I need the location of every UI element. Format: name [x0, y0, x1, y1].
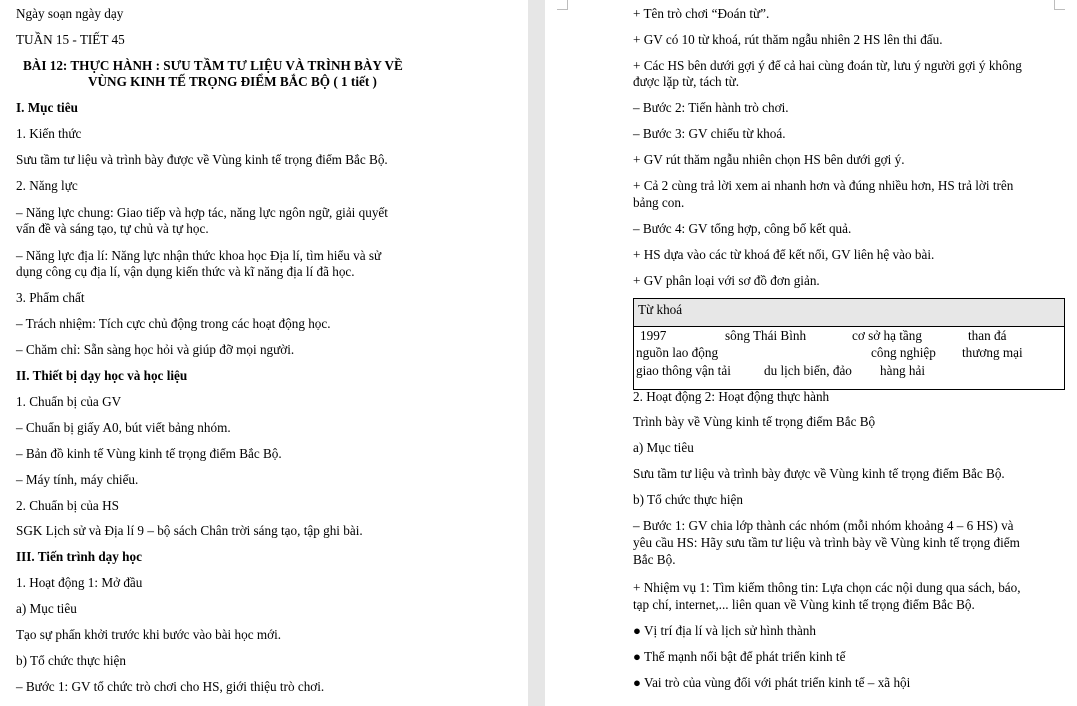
- body-text: được lặp từ, tách từ.: [633, 74, 740, 89]
- body-text: Tạo sự phấn khởi trước khi bước vào bài học mới.: [16, 627, 282, 642]
- body-text: – Năng lực địa lí: Năng lực nhận thức khoa học Địa lí, tìm hiểu và sử: [16, 248, 382, 263]
- week-lesson-line: TUẦN 15 - TIẾT 45: [16, 32, 125, 47]
- body-text: SGK Lịch sử và Địa lí 9 – bộ sách Chân trời sáng tạo, tập ghi bài.: [16, 523, 363, 538]
- keyword: thương mại: [962, 345, 1023, 360]
- subsection-heading: 1. Hoạt động 1: Mở đầu: [16, 575, 143, 590]
- subsection-heading: 1. Chuẩn bị của GV: [16, 394, 122, 409]
- keyword: giao thông vận tải: [636, 363, 731, 378]
- body-text: dụng công cụ địa lí, vận dụng kiến thức và kĩ năng địa lí đã học.: [16, 264, 355, 279]
- keyword: nguồn lao động: [636, 345, 719, 360]
- body-text: Sưu tầm tư liệu và trình bày được về Vùng kinh tế trọng điểm Bắc Bộ.: [16, 152, 388, 167]
- body-text: + GV rút thăm ngẫu nhiên chọn HS bên dưới gợi ý.: [633, 152, 905, 167]
- body-text: a) Mục tiêu: [16, 601, 77, 616]
- body-text: tạp chí, internet,... liên quan về Vùng kinh tế trọng điểm Bắc Bộ.: [633, 597, 975, 612]
- bullet-item: ● Vị trí địa lí và lịch sử hình thành: [633, 623, 816, 638]
- body-text: + GV có 10 từ khoá, rút thăm ngẫu nhiên 2 HS lên thi đấu.: [633, 32, 943, 47]
- keyword: 1997: [640, 328, 667, 343]
- bullet-item: ● Thế mạnh nổi bật để phát triển kinh tế: [633, 649, 846, 664]
- crop-mark: [1054, 0, 1065, 10]
- subsection-heading: 1. Kiến thức: [16, 126, 82, 141]
- body-text: – Bản đồ kinh tế Vùng kinh tế trọng điểm Bắc Bộ.: [16, 446, 282, 461]
- body-text: – Bước 2: Tiến hành trò chơi.: [633, 100, 789, 115]
- body-text: + Các HS bên dưới gợi ý để cả hai cùng đoán từ, lưu ý người gợi ý không: [633, 58, 1022, 73]
- document-page-right: [545, 0, 1077, 706]
- body-text: – Bước 1: GV tổ chức trò chơi cho HS, giới thiệu trò chơi.: [16, 679, 325, 694]
- body-text: Bắc Bộ.: [633, 552, 676, 567]
- keyword: du lịch biển, đảo: [764, 363, 852, 378]
- keyword-table-header: [634, 299, 1064, 327]
- body-text: – Chăm chỉ: Sẵn sàng học hỏi và giúp đỡ mọi người.: [16, 342, 295, 357]
- lesson-title-line-1: BÀI 12: THỰC HÀNH : SƯU TẦM TƯ LIỆU VÀ TRÌNH BÀY VỀ: [23, 58, 403, 73]
- body-text: Sưu tầm tư liệu và trình bày được về Vùng kinh tế trọng điểm Bắc Bộ.: [633, 466, 1005, 481]
- keyword: cơ sở hạ tầng: [852, 328, 922, 343]
- body-text: – Bước 1: GV chia lớp thành các nhóm (mỗi nhóm khoảng 4 – 6 HS) và: [633, 518, 1014, 533]
- body-text: – Bước 4: GV tổng hợp, công bố kết quả.: [633, 221, 852, 236]
- body-text: yêu cầu HS: Hãy sưu tầm tư liệu và trình bày về Vùng kinh tế trọng điểm: [633, 535, 1020, 550]
- subsection-heading: 2. Chuẩn bị của HS: [16, 498, 119, 513]
- body-text: + GV phân loại với sơ đồ đơn giản.: [633, 273, 820, 288]
- body-text: – Chuẩn bị giấy A0, bút viết bảng nhóm.: [16, 420, 231, 435]
- section-heading: II. Thiết bị dạy học và học liệu: [16, 368, 188, 383]
- body-text: – Năng lực chung: Giao tiếp và hợp tác, năng lực ngôn ngữ, giải quyết: [16, 205, 388, 220]
- body-text: vấn đề và sáng tạo, tự chủ và tự học.: [16, 221, 209, 236]
- body-text: b) Tổ chức thực hiện: [16, 653, 126, 668]
- keyword: sông Thái Bình: [725, 328, 807, 343]
- section-heading: I. Mục tiêu: [16, 100, 78, 115]
- subsection-heading: 3. Phẩm chất: [16, 290, 85, 305]
- body-text: + Cả 2 cùng trả lời xem ai nhanh hơn và đúng nhiều hơn, HS trả lời trên: [633, 178, 1014, 193]
- lesson-title-line-2: VÙNG KINH TẾ TRỌNG ĐIỂM BẮC BỘ ( 1 tiết ): [88, 74, 377, 89]
- date-line: Ngày soạn ngày dạy: [16, 6, 124, 21]
- subsection-heading: b) Tổ chức thực hiện: [633, 492, 743, 507]
- body-text: + Tên trò chơi “Đoán từ”.: [633, 6, 770, 21]
- bullet-item: ● Vai trò của vùng đối với phát triển kinh tế – xã hội: [633, 675, 911, 690]
- body-text: + HS dựa vào các từ khoá để kết nối, GV liên hệ vào bài.: [633, 247, 935, 262]
- subsection-heading: a) Mục tiêu: [633, 440, 694, 455]
- body-text: bảng con.: [633, 195, 685, 210]
- keyword: than đá: [968, 328, 1007, 343]
- keyword: hàng hải: [880, 363, 926, 378]
- subsection-heading: 2. Năng lực: [16, 178, 78, 193]
- section-heading: III. Tiến trình dạy học: [16, 549, 142, 564]
- body-text: – Máy tính, máy chiếu.: [16, 472, 139, 487]
- body-text: + Nhiệm vụ 1: Tìm kiếm thông tin: Lựa chọn các nội dung qua sách, báo,: [633, 580, 1021, 595]
- keyword-table: [633, 298, 1065, 390]
- document-page-left: [0, 0, 528, 706]
- body-text: – Trách nhiệm: Tích cực chủ động trong các hoạt động học.: [16, 316, 331, 331]
- body-text: Trình bày về Vùng kinh tế trọng điểm Bắc Bộ: [633, 414, 876, 429]
- keyword-table-title: Từ khoá: [638, 302, 683, 317]
- crop-mark: [557, 0, 568, 10]
- body-text: – Bước 3: GV chiếu từ khoá.: [633, 126, 786, 141]
- subsection-heading: 2. Hoạt động 2: Hoạt động thực hành: [633, 389, 830, 404]
- keyword: công nghiệp: [871, 345, 936, 360]
